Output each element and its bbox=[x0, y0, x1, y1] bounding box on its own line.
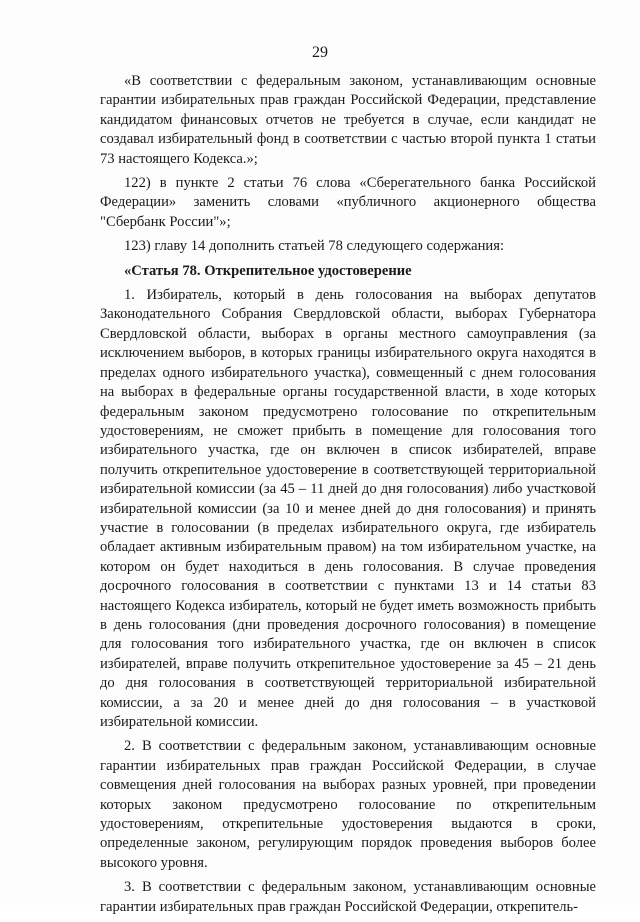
paragraph-article-78-point-3: 3. В соответствии с федеральным законом, устанавливающим основные гарантии избирательных прав граждан Российской Федерации, открепитель- bbox=[100, 879, 596, 915]
page-number: 29 bbox=[312, 44, 328, 61]
document-body bbox=[100, 72, 596, 922]
paragraph-financial-reports: «В соответствии с федеральным законом, устанавливающим основные гарантии избирательных прав граждан Российской Федерации, представление кандидатом финансовых отчетов не требуется в случае, если кандидат не создавал избирательный фонд в соответствии с частью второй пункта 1 статьи 73 настоящего Кодекса.»; bbox=[100, 73, 596, 167]
paragraph-article-78-point-1: 1. Избиратель, который в день голосования на выборах депутатов Законодательного Собрания Свердловской области, выборах Губернатора Свердловской области, выборах в органы местного самоуправления (за исключением выборов, в которых границы избирательного округа находятся в пределах одного избирательного участка), совмещенный с днем голосования на выборах в федеральные органы государственной власти, в ходе которых федеральным законом предусмотрено голосование по открепительным удостоверениям, не сможет прибыть в помещение для голосования того избирательного участка, где он включен в список избирателей, вправе получить открепительное удостоверение в соответствующей территориальной избирательной комиссии (за 45 – 11 дней до дня голосования) либо участковой избирательной комиссии (за 10 и менее дней до дня голосования) и принять участие в голосовании (в пределах избирательного округа, где избиратель обладает активным избирательным правом) на том избирательном участке, на котором он будет находиться в день голосования. В случае проведения досрочного голосования в соответствии с пунктами 13 и 14 статьи 83 настоящего Кодекса избиратель, который не будет иметь возможность прибыть в день голосования (дни проведения досрочного голосования) в помещение для голосования того избирательного участка, где он включен в список избирателей, вправе получить открепительное удостоверение за 45 – 21 день до дня голосования в соответствующей территориальной избирательной комиссии, а за 20 и менее дней до дня голосования – в участковой избирательной комиссии. bbox=[100, 287, 596, 730]
article-78-title: «Статья 78. Открепительное удостоверение bbox=[124, 262, 412, 279]
paragraph-item-122: 122) в пункте 2 статьи 76 слова «Сберегательного банка Российской Федерации» заменить словами «публичного акционерного общества "Сбербанк России"»; bbox=[100, 175, 596, 230]
paragraph-article-78-point-2: 2. В соответствии с федеральным законом, устанавливающим основные гарантии избирательных прав граждан Российской Федерации, в случае совмещения дней голосования на выборах разных уровней, при проведении которых законом предусмотрено голосование по открепительным удостоверениям, открепительные удостоверения выдаются в сроки, определенные законом, регулирующим порядок проведения выборов более высокого уровня. bbox=[100, 738, 596, 871]
paragraph-item-123: 123) главу 14 дополнить статьей 78 следующего содержания: bbox=[124, 238, 504, 255]
